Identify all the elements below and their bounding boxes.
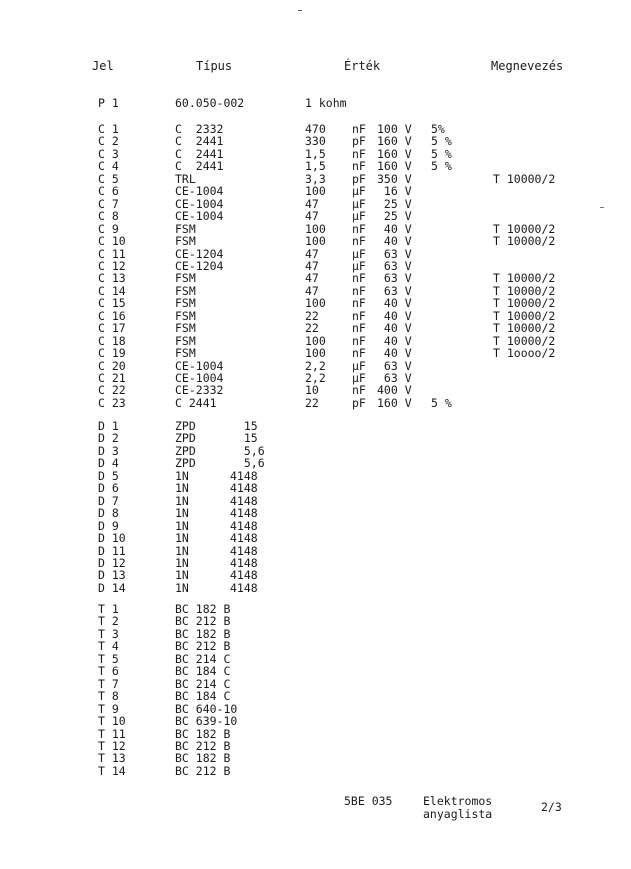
voltage-rating: 350 V bbox=[377, 171, 412, 186]
part-type: FSM bbox=[175, 333, 196, 348]
value-number: 1,5 bbox=[305, 159, 326, 174]
part-designator: T 14 bbox=[98, 763, 126, 778]
part-designator: C 20 bbox=[98, 358, 126, 373]
part-designator: C 18 bbox=[98, 333, 126, 348]
value-number: 47 bbox=[305, 196, 319, 211]
page-number: 2/3 bbox=[541, 800, 562, 814]
voltage-rating: 160 V bbox=[377, 395, 412, 410]
part-designator: C 4 bbox=[98, 159, 119, 174]
voltage-rating: 16 V bbox=[377, 184, 412, 199]
part-number: 4148 bbox=[230, 580, 258, 595]
part-designator: D 9 bbox=[98, 518, 119, 533]
tolerance: 5 % bbox=[431, 159, 452, 174]
diode-row bbox=[0, 432, 631, 444]
value-number: 47 bbox=[305, 283, 319, 298]
part-type: 60.050-002 bbox=[175, 96, 245, 110]
value-unit: µF bbox=[352, 209, 366, 224]
diode-row bbox=[0, 495, 631, 507]
value-unit: nF bbox=[352, 346, 366, 361]
voltage-rating: 160 V bbox=[377, 134, 412, 149]
capacitor-row bbox=[0, 185, 631, 197]
description: T 10000/2 bbox=[493, 296, 556, 311]
part-type: FSM bbox=[175, 321, 196, 336]
part-designator: C 8 bbox=[98, 209, 119, 224]
part-type: FSM bbox=[175, 234, 196, 249]
capacitor-row bbox=[0, 360, 631, 372]
value-number: 470 bbox=[305, 122, 326, 136]
value-unit: nF bbox=[352, 321, 366, 336]
value-number: 100 bbox=[305, 296, 326, 311]
part-type: 1N bbox=[175, 543, 189, 558]
header-tipus: Típus bbox=[196, 59, 233, 73]
value-unit: pF bbox=[352, 395, 366, 410]
part-type: 1N bbox=[175, 481, 189, 496]
part-type: FSM bbox=[175, 308, 196, 323]
transistor-row bbox=[0, 640, 631, 652]
part-designator: C 21 bbox=[98, 371, 126, 385]
diode-row bbox=[0, 520, 631, 532]
diode-row bbox=[0, 482, 631, 494]
value-unit: µF bbox=[352, 358, 366, 373]
part-type: BC 182 B bbox=[175, 751, 231, 766]
scan-speck bbox=[298, 10, 302, 11]
voltage-rating: 40 V bbox=[377, 333, 412, 348]
header-jel: Jel bbox=[92, 59, 114, 73]
voltage-rating: 63 V bbox=[377, 258, 412, 273]
diode-row bbox=[0, 569, 631, 581]
part-type: 1N bbox=[175, 493, 189, 508]
part-designator: C 6 bbox=[98, 184, 119, 199]
transistor-row bbox=[0, 678, 631, 690]
capacitor-row bbox=[0, 248, 631, 260]
capacitor-row bbox=[0, 335, 631, 347]
document-title-line1: Elektromos bbox=[423, 794, 493, 808]
part-designator: T 11 bbox=[98, 726, 126, 741]
value-number: 47 bbox=[305, 258, 319, 273]
transistor-row bbox=[0, 628, 631, 640]
value-unit: pF bbox=[352, 134, 366, 149]
potentiometer-row bbox=[0, 97, 631, 109]
part-designator: C 7 bbox=[98, 196, 119, 211]
capacitor-row bbox=[0, 397, 631, 409]
part-designator: C 13 bbox=[98, 271, 126, 286]
part-number: 4148 bbox=[230, 531, 258, 546]
part-type: ZPD bbox=[175, 419, 196, 433]
part-type: CE-1004 bbox=[175, 209, 224, 224]
value-unit: nF bbox=[352, 146, 366, 161]
diode-row bbox=[0, 470, 631, 482]
part-number: 15 bbox=[230, 419, 258, 433]
part-designator: D 3 bbox=[98, 443, 119, 458]
description: T 10000/2 bbox=[493, 283, 556, 298]
value-unit: nF bbox=[352, 159, 366, 174]
value-unit: nF bbox=[352, 308, 366, 323]
transistor-row bbox=[0, 752, 631, 764]
part-designator: D 13 bbox=[98, 568, 126, 583]
capacitor-row bbox=[0, 384, 631, 396]
part-type: C 2441 bbox=[175, 134, 224, 149]
value-number: 330 bbox=[305, 134, 326, 149]
voltage-rating: 160 V bbox=[377, 146, 412, 161]
part-value: 1 kohm bbox=[305, 96, 347, 110]
part-number: 4148 bbox=[230, 468, 258, 483]
part-type: CE-2332 bbox=[175, 383, 224, 398]
part-type: CE-1004 bbox=[175, 371, 224, 385]
scan-speck bbox=[600, 207, 604, 208]
voltage-rating: 40 V bbox=[377, 346, 412, 361]
part-designator: C 19 bbox=[98, 346, 126, 361]
value-number: 100 bbox=[305, 184, 326, 199]
value-number: 100 bbox=[305, 221, 326, 236]
voltage-rating: 40 V bbox=[377, 308, 412, 323]
part-designator: T 10 bbox=[98, 714, 126, 729]
part-designator: T 7 bbox=[98, 676, 119, 691]
transistor-row bbox=[0, 615, 631, 627]
description: T 10000/2 bbox=[493, 234, 556, 249]
voltage-rating: 63 V bbox=[377, 283, 412, 298]
value-number: 47 bbox=[305, 271, 319, 286]
part-designator: C 12 bbox=[98, 258, 126, 273]
part-designator: C 17 bbox=[98, 321, 126, 336]
part-number: 4148 bbox=[230, 493, 258, 508]
part-number: 5,6 bbox=[230, 456, 265, 471]
part-type: CE-1204 bbox=[175, 246, 224, 261]
part-type: FSM bbox=[175, 346, 196, 361]
part-type: BC 182 B bbox=[175, 602, 231, 616]
transistor-row bbox=[0, 740, 631, 752]
part-number: 4148 bbox=[230, 481, 258, 496]
capacitor-row bbox=[0, 272, 631, 284]
value-unit: nF bbox=[352, 333, 366, 348]
transistor-row bbox=[0, 703, 631, 715]
value-number: 100 bbox=[305, 234, 326, 249]
value-number: 100 bbox=[305, 346, 326, 361]
part-number: 4148 bbox=[230, 555, 258, 570]
value-unit: nF bbox=[352, 221, 366, 236]
part-type: BC 214 C bbox=[175, 651, 231, 666]
capacitor-row bbox=[0, 223, 631, 235]
part-type: C 2441 bbox=[175, 159, 224, 174]
description: T 10000/2 bbox=[493, 171, 556, 186]
part-type: CE-1004 bbox=[175, 358, 224, 373]
part-designator: T 12 bbox=[98, 738, 126, 753]
voltage-rating: 160 V bbox=[377, 159, 412, 174]
part-designator: C 11 bbox=[98, 246, 126, 261]
part-type: BC 184 C bbox=[175, 689, 231, 704]
capacitor-row bbox=[0, 198, 631, 210]
part-designator: D 10 bbox=[98, 531, 126, 546]
transistor-row bbox=[0, 603, 631, 615]
voltage-rating: 63 V bbox=[377, 358, 412, 373]
diode-row bbox=[0, 532, 631, 544]
value-unit: nF bbox=[352, 283, 366, 298]
part-designator: T 2 bbox=[98, 614, 119, 629]
capacitor-row bbox=[0, 260, 631, 272]
document-code: 5BE 035 bbox=[344, 794, 393, 808]
voltage-rating: 63 V bbox=[377, 271, 412, 286]
value-number: 47 bbox=[305, 209, 319, 224]
value-number: 10 bbox=[305, 383, 319, 398]
voltage-rating: 63 V bbox=[377, 371, 412, 385]
value-unit: µF bbox=[352, 184, 366, 199]
value-unit: nF bbox=[352, 271, 366, 286]
part-designator: D 12 bbox=[98, 555, 126, 570]
tolerance: 5 % bbox=[431, 395, 452, 410]
diode-row bbox=[0, 545, 631, 557]
capacitor-row bbox=[0, 210, 631, 222]
voltage-rating: 40 V bbox=[377, 234, 412, 249]
part-type: BC 214 C bbox=[175, 676, 231, 691]
value-unit: nF bbox=[352, 383, 366, 398]
description: T 10000/2 bbox=[493, 321, 556, 336]
transistor-row bbox=[0, 653, 631, 665]
transistor-row bbox=[0, 690, 631, 702]
value-number: 1,5 bbox=[305, 146, 326, 161]
description: T 10000/2 bbox=[493, 333, 556, 348]
part-type: BC 640-10 bbox=[175, 701, 238, 716]
part-type: FSM bbox=[175, 283, 196, 298]
part-designator: T 5 bbox=[98, 651, 119, 666]
part-type: C 2441 bbox=[175, 395, 217, 410]
capacitor-row bbox=[0, 285, 631, 297]
diode-row bbox=[0, 582, 631, 594]
part-type: BC 212 B bbox=[175, 738, 231, 753]
description: T 10000/2 bbox=[493, 221, 556, 236]
part-type: BC 182 B bbox=[175, 726, 231, 741]
value-number: 22 bbox=[305, 395, 319, 410]
part-type: 1N bbox=[175, 468, 189, 483]
voltage-rating: 25 V bbox=[377, 196, 412, 211]
part-designator: T 1 bbox=[98, 602, 119, 616]
part-type: CE-1204 bbox=[175, 258, 224, 273]
value-unit: nF bbox=[352, 122, 366, 136]
value-number: 2,2 bbox=[305, 358, 326, 373]
part-designator: T 8 bbox=[98, 689, 119, 704]
part-designator: C 10 bbox=[98, 234, 126, 249]
value-unit: nF bbox=[352, 234, 366, 249]
part-designator: T 9 bbox=[98, 701, 119, 716]
value-number: 47 bbox=[305, 246, 319, 261]
tolerance: 5 % bbox=[431, 134, 452, 149]
part-number: 5,6 bbox=[230, 443, 265, 458]
part-type: FSM bbox=[175, 296, 196, 311]
part-designator: D 7 bbox=[98, 493, 119, 508]
part-type: BC 212 B bbox=[175, 639, 231, 654]
value-unit: µF bbox=[352, 196, 366, 211]
transistor-row bbox=[0, 715, 631, 727]
part-type: ZPD bbox=[175, 431, 196, 446]
diode-row bbox=[0, 557, 631, 569]
value-unit: µF bbox=[352, 258, 366, 273]
part-designator: C 1 bbox=[98, 122, 119, 136]
part-type: 1N bbox=[175, 506, 189, 521]
part-designator: C 14 bbox=[98, 283, 126, 298]
capacitor-row bbox=[0, 160, 631, 172]
capacitor-row bbox=[0, 235, 631, 247]
part-designator: C 23 bbox=[98, 395, 126, 410]
voltage-rating: 40 V bbox=[377, 221, 412, 236]
description: T 1oooo/2 bbox=[493, 346, 556, 361]
part-type: BC 182 B bbox=[175, 626, 231, 641]
part-designator: P 1 bbox=[98, 96, 119, 110]
tolerance: 5% bbox=[431, 122, 445, 136]
part-type: ZPD bbox=[175, 443, 196, 458]
part-number: 4148 bbox=[230, 506, 258, 521]
value-unit: nF bbox=[352, 296, 366, 311]
part-designator: C 2 bbox=[98, 134, 119, 149]
diode-row bbox=[0, 420, 631, 432]
part-type: 1N bbox=[175, 531, 189, 546]
part-type: BC 639-10 bbox=[175, 714, 238, 729]
header-megnevezes: Megnevezés bbox=[491, 59, 564, 73]
document-title-line2: anyaglista bbox=[423, 807, 493, 821]
diode-row bbox=[0, 457, 631, 469]
voltage-rating: 63 V bbox=[377, 246, 412, 261]
part-designator: C 5 bbox=[98, 171, 119, 186]
voltage-rating: 40 V bbox=[377, 321, 412, 336]
capacitor-row bbox=[0, 148, 631, 160]
capacitor-row bbox=[0, 310, 631, 322]
value-unit: pF bbox=[352, 171, 366, 186]
part-type: BC 212 B bbox=[175, 614, 231, 629]
part-type: ZPD bbox=[175, 456, 196, 471]
part-designator: T 13 bbox=[98, 751, 126, 766]
capacitor-row bbox=[0, 347, 631, 359]
part-designator: D 14 bbox=[98, 580, 126, 595]
part-type: TRL bbox=[175, 171, 196, 186]
part-type: C 2332 bbox=[175, 122, 224, 136]
part-type: 1N bbox=[175, 518, 189, 533]
part-designator: C 16 bbox=[98, 308, 126, 323]
transistor-row bbox=[0, 728, 631, 740]
part-number: 4148 bbox=[230, 568, 258, 583]
header-ertek: Érték bbox=[344, 59, 381, 73]
transistor-row bbox=[0, 665, 631, 677]
part-type: BC 184 C bbox=[175, 664, 231, 679]
part-designator: D 2 bbox=[98, 431, 119, 446]
value-number: 100 bbox=[305, 333, 326, 348]
capacitor-row bbox=[0, 123, 631, 135]
value-number: 22 bbox=[305, 321, 319, 336]
tolerance: 5 % bbox=[431, 146, 452, 161]
value-unit: µF bbox=[352, 246, 366, 261]
part-type: FSM bbox=[175, 221, 196, 236]
part-type: 1N bbox=[175, 568, 189, 583]
part-designator: T 6 bbox=[98, 664, 119, 679]
part-designator: D 1 bbox=[98, 419, 119, 433]
part-designator: C 15 bbox=[98, 296, 126, 311]
part-designator: D 6 bbox=[98, 481, 119, 496]
part-type: FSM bbox=[175, 271, 196, 286]
part-designator: D 11 bbox=[98, 543, 126, 558]
part-type: 1N bbox=[175, 555, 189, 570]
description: T 10000/2 bbox=[493, 308, 556, 323]
voltage-rating: 40 V bbox=[377, 296, 412, 311]
part-number: 4148 bbox=[230, 518, 258, 533]
part-type: 1N bbox=[175, 580, 189, 595]
value-number: 22 bbox=[305, 308, 319, 323]
transistor-row bbox=[0, 765, 631, 777]
part-designator: D 4 bbox=[98, 456, 119, 471]
part-designator: T 3 bbox=[98, 626, 119, 641]
capacitor-row bbox=[0, 173, 631, 185]
part-type: BC 212 B bbox=[175, 763, 231, 778]
part-designator: C 22 bbox=[98, 383, 126, 398]
capacitor-row bbox=[0, 322, 631, 334]
part-type: CE-1004 bbox=[175, 196, 224, 211]
diode-row bbox=[0, 507, 631, 519]
part-designator: D 5 bbox=[98, 468, 119, 483]
voltage-rating: 400 V bbox=[377, 383, 412, 398]
capacitor-row bbox=[0, 297, 631, 309]
voltage-rating: 100 V bbox=[377, 122, 412, 136]
part-number: 15 bbox=[230, 431, 258, 446]
value-number: 2,2 bbox=[305, 371, 326, 385]
voltage-rating: 25 V bbox=[377, 209, 412, 224]
part-type: CE-1004 bbox=[175, 184, 224, 199]
part-type: C 2441 bbox=[175, 146, 224, 161]
part-designator: D 8 bbox=[98, 506, 119, 521]
capacitor-row bbox=[0, 135, 631, 147]
value-unit: µF bbox=[352, 371, 366, 385]
diode-row bbox=[0, 445, 631, 457]
part-designator: C 3 bbox=[98, 146, 119, 161]
description: T 10000/2 bbox=[493, 271, 556, 286]
value-number: 3,3 bbox=[305, 171, 326, 186]
part-designator: C 9 bbox=[98, 221, 119, 236]
part-number: 4148 bbox=[230, 543, 258, 558]
part-designator: T 4 bbox=[98, 639, 119, 654]
capacitor-row bbox=[0, 372, 631, 384]
